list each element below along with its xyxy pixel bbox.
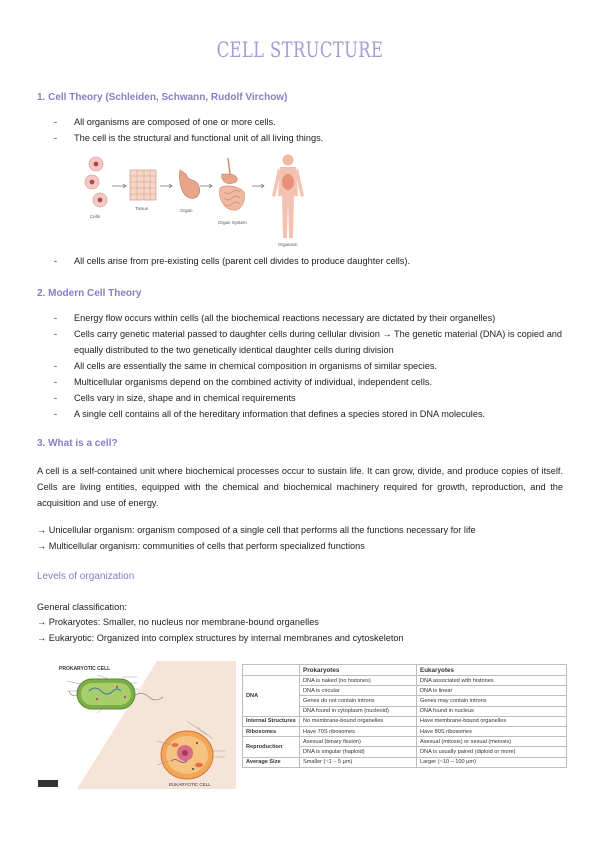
table-cell: DNA is circular	[300, 686, 417, 696]
modern-cell-theory-list	[54, 310, 569, 422]
row-label-reproduction: Reproduction	[243, 737, 300, 757]
list-item: - Cells carry genetic material passed to daughter cells during cellular division → The genetic material (DNA) is copied and equally distributed to the two genetically identical daughter cells during division	[54, 326, 569, 358]
table-cell: DNA associated with histones	[417, 676, 567, 686]
list-item: - All cells arise from pre-existing cells (parent cell divides to produce daughter cells).	[54, 253, 569, 269]
prokaryotes-vs-eukaryotes-table	[242, 664, 567, 768]
table-cell: DNA found in cytoplasm (nucleoid)	[300, 706, 417, 716]
table-cell: Asexual (binary fission)	[300, 737, 417, 747]
section-heading-what-is-a-cell: 3. What is a cell?	[37, 438, 118, 449]
table-cell: DNA is linear	[417, 686, 567, 696]
table-row	[243, 676, 567, 686]
levels-of-organization-figure	[82, 152, 312, 248]
section-heading-levels: Levels of organization	[37, 571, 135, 582]
digestive-system-illustration	[220, 158, 245, 210]
row-label-dna: DNA	[243, 676, 300, 717]
table-row	[243, 726, 567, 736]
stomach-organ-illustration	[179, 170, 199, 198]
table-cell: Genes may contain introns	[417, 696, 567, 706]
list-item: - All cells are essentially the same in chemical composition in organisms of similar species.	[54, 358, 569, 374]
figure-label-tissue: Tissue	[135, 206, 149, 211]
table-cell: Have 80S ribosomes	[417, 726, 567, 736]
row-label-ribosomes: Ribosomes	[243, 726, 300, 736]
list-item: - All organisms are composed of one or more cells.	[54, 114, 569, 130]
table-cell: DNA found in nucleus	[417, 706, 567, 716]
prokaryotic-cell-label: PROKARYOTIC CELL	[59, 666, 111, 672]
table-cell: Have 70S ribosomes	[300, 726, 417, 736]
eukaryotic-definition: → Eukaryotic: Organized into complex structures by internal membranes and cytoskeleton	[37, 633, 404, 643]
table-cell: DNA is usually paired (diploid or more)	[417, 747, 567, 757]
prokaryotic-eukaryotic-cell-figure	[37, 661, 236, 789]
figure-label-organ: Organ	[180, 208, 193, 213]
list-item: - Multicellular organisms depend on the combined activity of individual, independent cells.	[54, 374, 569, 390]
table-cell: Asexual (mitosis) or sexual (meiosis)	[417, 737, 567, 747]
table-header-cell: Prokaryotes	[300, 665, 417, 676]
eukaryotic-cell-label: EUKARYOTIC CELL	[169, 782, 211, 787]
table-header-cell	[243, 665, 300, 676]
tissue-illustration	[130, 170, 156, 200]
table-row	[243, 716, 567, 726]
cell-definition-paragraph: A cell is a self-contained unit where biochemical processes occur to sustain life. It can grow, divide, and produce copies of itself. Cells are living entities, equipped with the chemical and biochemical machinery required for growth, reproduction, and the acquisition and use of energy.	[37, 466, 563, 508]
table-header-cell: Eukaryotes	[417, 665, 567, 676]
cells-illustration	[85, 157, 107, 207]
table-cell: Have membrane-bound organelles	[417, 716, 567, 726]
table-row	[243, 757, 567, 767]
table-cell: DNA is singular (haploid)	[300, 747, 417, 757]
figure-label-cells: Cells	[90, 214, 101, 219]
multicellular-definition: → Multicellular organism: communities of cells that perform specialized functions	[37, 541, 365, 551]
cell-theory-list-cont	[54, 253, 569, 269]
list-item: - Energy flow occurs within cells (all the biochemical reactions necessary are dictated by their organelles)	[54, 310, 569, 326]
table-cell: No membrane-bound organelles	[300, 716, 417, 726]
table-row	[243, 737, 567, 747]
section-heading-cell-theory: 1. Cell Theory (Schleiden, Schwann, Rudolf Virchow)	[37, 92, 288, 103]
section-heading-modern-cell-theory: 2. Modern Cell Theory	[37, 288, 142, 299]
table-header-row	[243, 665, 567, 676]
table-cell: Smaller (~1 – 5 µm)	[300, 757, 417, 767]
row-label-internal-structures: Internal Structures	[243, 716, 300, 726]
human-body-illustration	[272, 155, 304, 239]
row-label-average-size: Average Size	[243, 757, 300, 767]
table-cell: DNA is naked (no histones)	[300, 676, 417, 686]
image-credit-badge	[38, 780, 58, 787]
table-cell: Genes do not contain introns	[300, 696, 417, 706]
unicellular-definition: → Unicellular organism: organism composed of a single cell that performs all the functions necessary for life	[37, 525, 476, 535]
figure-label-organism: Organism	[278, 242, 298, 247]
cell-theory-list	[54, 114, 569, 146]
list-item: - A single cell contains all of the hereditary information that defines a species stored in DNA molecules.	[54, 406, 569, 422]
list-item: - Cells vary in size, shape and in chemical requirements	[54, 390, 569, 406]
table-cell: Larger (~10 – 100 µm)	[417, 757, 567, 767]
page-title: CELL STRUCTURE	[216, 38, 384, 62]
figure-label-organ-system: Organ System	[218, 220, 247, 225]
list-item: - The cell is the structural and functional unit of all living things.	[54, 130, 569, 146]
general-classification-label: General classification:	[37, 602, 127, 612]
eukaryotic-cell-illustration	[161, 731, 213, 779]
prokaryotes-definition: → Prokaryotes: Smaller, no nucleus nor membrane-bound organelles	[37, 617, 319, 627]
